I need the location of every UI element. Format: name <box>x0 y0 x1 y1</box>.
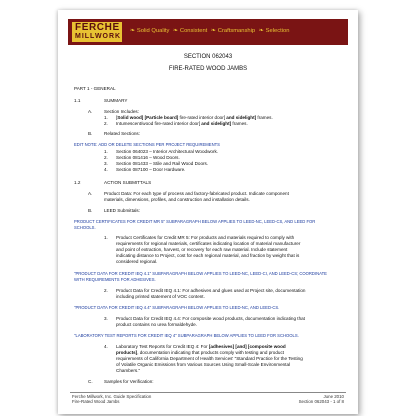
list-number: 2. <box>104 155 108 160</box>
edit-note: WITH REQUIREMENTS FOR ADHESIVES. <box>74 277 156 282</box>
list-item: Product Data for Credit IEQ 4.1: For adhesives and glues used at Project site, documentation <box>116 288 306 293</box>
para-label: B. <box>88 208 93 213</box>
list-item: requirements of California Department of Health Services' "Standard Practice for the Testing <box>116 356 303 361</box>
list-item: products], documentation indicating that products comply with testing and product <box>116 350 285 355</box>
footer-left: Ferche Millwork, Inc. Guide Specification Fire-Rated Wood Jambs <box>72 394 152 405</box>
para-text: Related Sections: <box>104 131 141 136</box>
list-item: product contains no urea formaldehyde. <box>116 322 197 327</box>
list-number: 4. <box>104 344 108 349</box>
leaf-icon: ❧ <box>173 28 178 34</box>
list-item: Section 064023 – Interior Architectural Woodwork. <box>116 149 219 154</box>
list-item: Product Data for Credit IEQ 4.4: For composite wood products, documentation indicating that <box>116 316 305 321</box>
edit-note: SCHOOLS. <box>74 225 96 230</box>
para-text: Product Data: For each type of process and factory-fabricated product. Indicate component <box>104 191 289 196</box>
leaf-icon: ❧ <box>258 28 264 34</box>
list-item: requirements for regional materials, certificates indicating location of material manufacturer <box>116 241 301 246</box>
section-number: SECTION 062043 <box>183 54 233 60</box>
edit-note: "PRODUCT DATA FOR CREDIT IEQ 4.1" SUBPARAGRAPH BELOW APPLIES TO LEED-NC, LEED-CI, AND LEED-CS; COORDINATE <box>74 271 327 276</box>
edit-note: EDIT NOTE: ADD OR DELETE SECTIONS PER PROJECT REQUIREMENTS <box>74 142 220 147</box>
leaf-icon: ❧ <box>130 28 135 34</box>
article-number: 1.1 <box>74 98 81 103</box>
list-item: and point of extraction, harvest, or recovery for each raw material. Include statement <box>116 247 288 252</box>
edit-note: PRODUCT CERTIFICATES FOR CREDIT MR 5" SUBPARAGRAPH BELOW APPLIES TO LEED-NC, LEED-CS, AND LEED FOR <box>74 219 316 224</box>
list-item: Chambers." <box>116 368 141 373</box>
footer-rule <box>70 392 346 393</box>
logo-line1: FERCHE <box>75 22 120 33</box>
list-item: Section 081416 – Wood Doors. <box>116 155 180 160</box>
list-item: indicating distance to Project, cost for each regional material, and fraction by weight that is <box>116 253 300 258</box>
article-title: SUMMARY <box>104 98 128 103</box>
document-page <box>58 10 358 414</box>
list-item: considered regional. <box>116 259 158 264</box>
brand-tagline: ❧ Solid Quality ❧ Consistent ❧ Craftsmanship ❧ Selection <box>130 28 290 34</box>
list-number: 1. <box>104 235 108 240</box>
para-label: B. <box>88 131 93 136</box>
para-label: A. <box>88 191 93 196</box>
article-title: ACTION SUBMITTALS <box>104 180 152 185</box>
list-number: 2. <box>104 121 108 126</box>
para-text: LEED Submittals: <box>104 208 140 213</box>
leaf-icon: ❧ <box>210 28 216 34</box>
list-item: [Solid wood] [Particle board] fire-rated interior door[ and sidelight] frames. <box>116 115 273 120</box>
para-label: C. <box>88 379 93 384</box>
list-item: Product Certificates for Credit MR 5: For products and materials required to comply with <box>116 235 295 240</box>
para-text: Section Includes: <box>104 109 139 114</box>
list-number: 3. <box>104 316 108 321</box>
list-item: Intumescent/wood fire-rated interior door[ and sidelight] frames. <box>116 121 248 126</box>
list-number: 1. <box>104 149 108 154</box>
company-logo <box>72 22 122 42</box>
edit-note: "LABORATORY TEST REPORTS FOR CREDIT IEQ 4" SUBPARAGRAPH BELOW APPLIES TO LEED FOR SCHOOLS. <box>74 333 299 338</box>
para-text: Samples for Verification: <box>104 379 154 384</box>
list-number: 3. <box>104 161 108 166</box>
footer-right: June 2010 Section 062043 - 1 of 8 <box>298 394 344 405</box>
list-item: of Volatile Organic Emissions from Various Sources Using Small-Scale Environmental <box>116 362 291 367</box>
list-number: 1. <box>104 115 108 120</box>
list-item: including printed statement of VOC content. <box>116 294 205 299</box>
list-number: 2. <box>104 288 108 293</box>
list-number: 4. <box>104 167 108 172</box>
section-title: FIRE-RATED WOOD JAMBS <box>168 66 248 72</box>
list-item: Section 081433 – Stile and Rail Wood Doors. <box>116 161 209 166</box>
part-heading: PART 1 - GENERAL <box>74 86 116 91</box>
edit-note: "PRODUCT DATA FOR CREDIT IEQ 4.4" SUBPARAGRAPH BELOW APPLIES TO LEED-NC, AND LEED-CS. <box>74 305 280 310</box>
list-item: Laboratory Test Reports for Credit IEQ 4: For [adhesives] [and] [composite wood <box>116 344 286 349</box>
list-item: Section 087100 – Door Hardware. <box>116 167 186 172</box>
logo-line2: MILLWORK <box>75 33 122 40</box>
para-label: A. <box>88 109 93 114</box>
brand-banner <box>68 19 348 45</box>
para-text: materials, dimensions, profiles, and construction and installation details. <box>104 197 250 202</box>
article-number: 1.2 <box>74 180 81 185</box>
